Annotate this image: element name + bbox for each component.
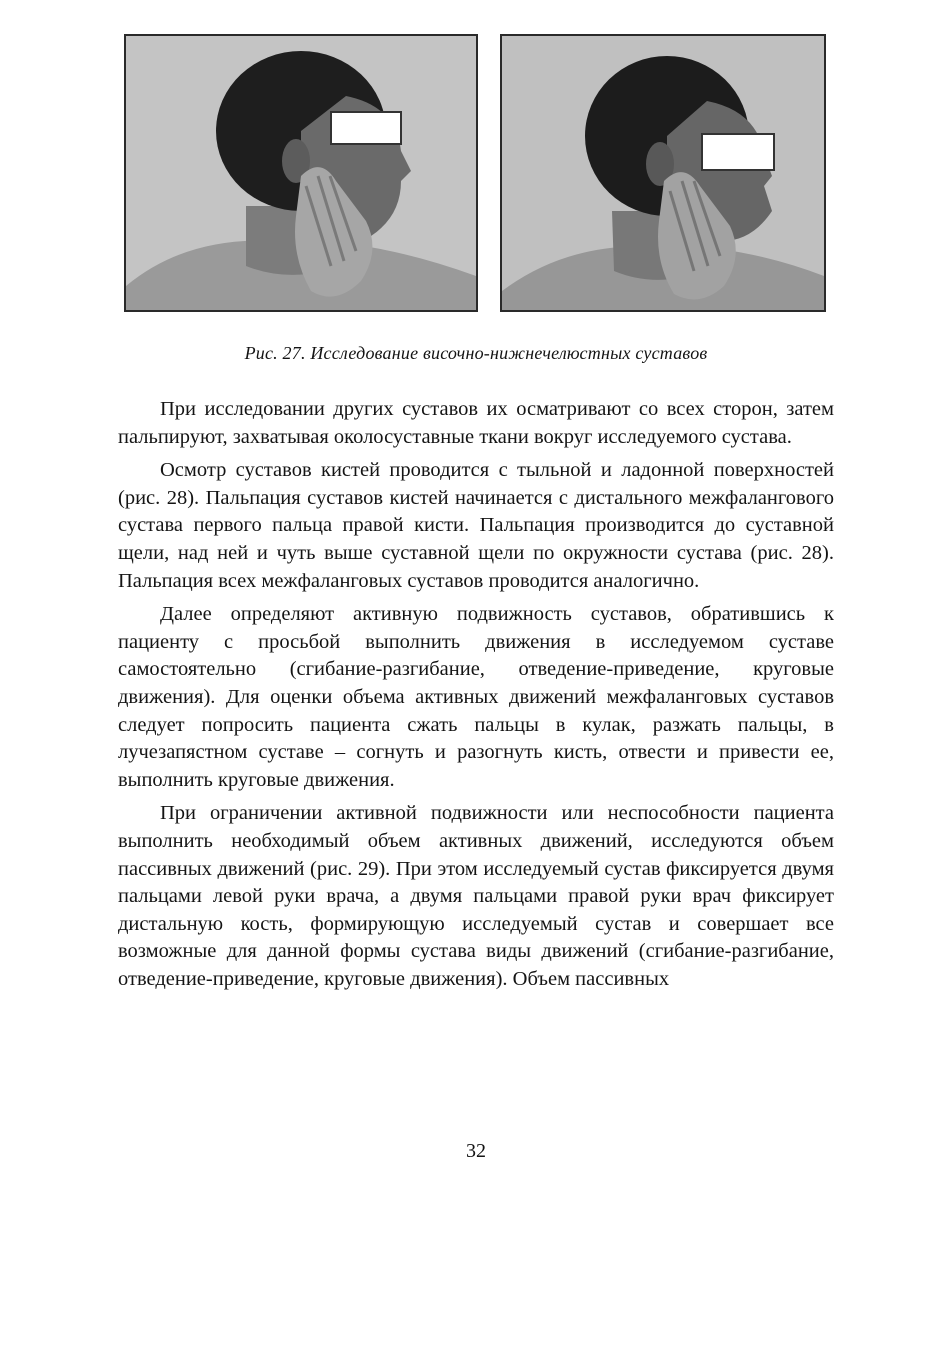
photo-tmj-mouth-open bbox=[500, 34, 826, 312]
figure-caption: Рис. 27. Исследование височно-нижнечелюстных суставов bbox=[244, 343, 708, 363]
paragraph-4: При ограничении активной подвижности или неспособности пациента выполнить необходимый объем активных движений, исследуются объем пассивных движений (рис. 29). При этом исследуемый сустав фиксируется двумя пальцами левой руки врача, а двумя пальцами правой руки врач фиксирует дистальную кость, формирующую исследуемый сустав и совершает все возможные для данной формы сустава виды движений (сгибание-разгибание, отведение-приведение, круговые движения). Объем пассивных bbox=[118, 802, 834, 990]
body-text bbox=[118, 396, 834, 999]
head-profile-closed-illustration bbox=[126, 36, 476, 310]
figure-27 bbox=[124, 34, 826, 314]
paragraph-1: При исследовании других суставов их осматривают со всех сторон, затем пальпируют, захватывая околосуставные ткани вокруг исследуемого сустава. bbox=[118, 398, 834, 448]
page-number: 32 bbox=[466, 1140, 486, 1162]
paragraph-3: Далее определяют активную подвижность суставов, обратившись к пациенту с просьбой выполнить движения в исследуемом суставе самостоятельно (сгибание-разгибание, отведение-приведение, круговые движения). Для оценки объема активных движений межфаланговых суставов следует попросить пациента сжать пальцы в кулак, разжать пальцы, в лучезапястном суставе – согнуть и разогнуть кисть, отвести и привести ее, выполнить круговые движения. bbox=[118, 603, 834, 791]
paragraph-2: Осмотр суставов кистей проводится с тыльной и ладонной поверхностей (рис. 28). Пальпация суставов кистей начинается с дистального межфалангового сустава первого пальца правой кисти. Пальпация производится до суставной щели, над ней и чуть выше суставной щели по окружности сустава (рис. 28). Пальпация всех межфаланговых суставов проводится аналогично. bbox=[118, 459, 834, 592]
photo-tmj-mouth-closed bbox=[124, 34, 478, 312]
head-profile-open-illustration bbox=[502, 36, 824, 310]
